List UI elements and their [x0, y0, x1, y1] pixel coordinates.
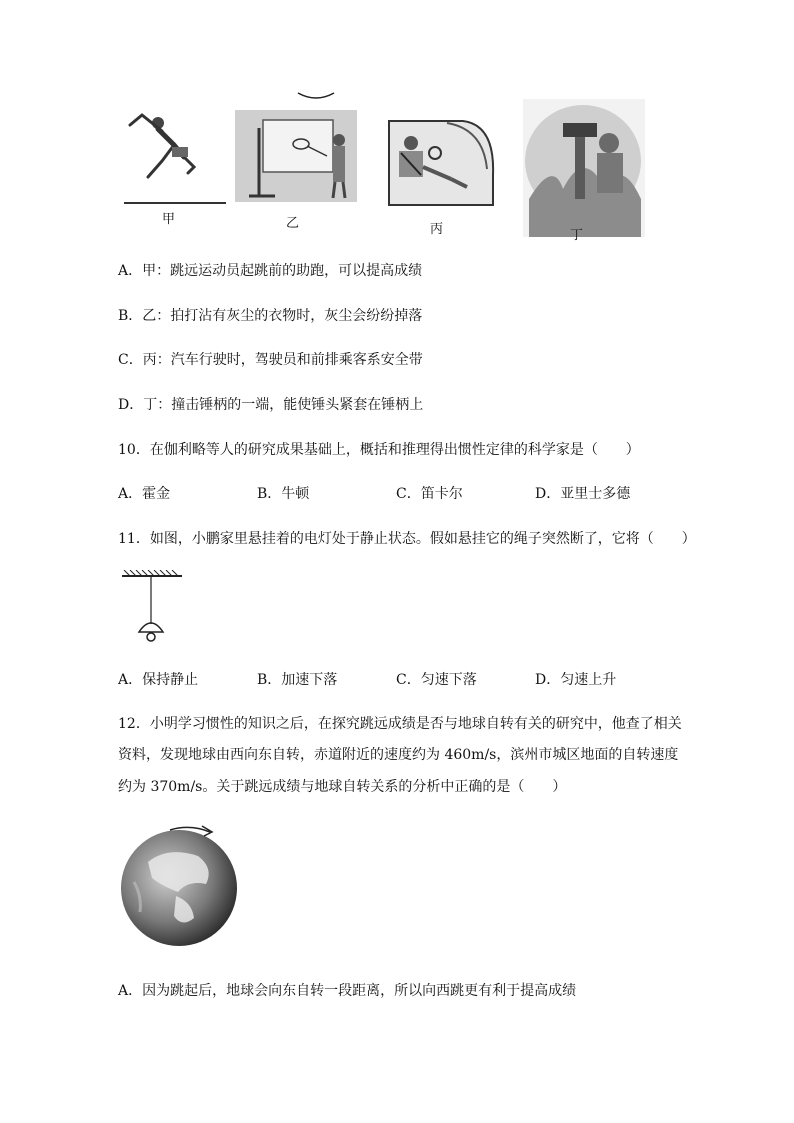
q11-option-a: A．保持静止: [118, 672, 199, 688]
q11-option-b: B．加速下落: [257, 672, 338, 688]
figure-earth-globe: [118, 822, 242, 948]
figure-caption-ding: 丁: [570, 228, 584, 243]
q10-stem: 10．在伽利略等人的研究成果基础上，概括和推理得出惯性定律的科学家是（ ）: [118, 442, 640, 458]
q9-option-c: C．丙：汽车行驶时，驾驶员和前排乘客系安全带: [118, 352, 423, 368]
figure-caption-jia: 甲: [162, 212, 176, 227]
figure-yi-curve-mark: [296, 88, 336, 107]
figure-caption-yi: 乙: [286, 216, 300, 231]
q11-option-c: C．匀速下落: [396, 672, 477, 688]
q10-option-c: C．笛卡尔: [396, 486, 463, 502]
figure-yi-dusting-clothes: [235, 110, 357, 202]
figure-ding-hammer: [523, 99, 645, 237]
q9-option-d: D．丁：撞击锤柄的一端，能使锤头紧套在锤柄上: [118, 397, 424, 413]
q12-stem-line-1: 12．小明学习惯性的知识之后，在探究跳远成绩是否与地球自转有关的研究中，他查了相关: [118, 716, 682, 732]
q9-option-a: A．甲：跳远运动员起跳前的助跑，可以提高成绩: [118, 263, 423, 279]
figure-bing-seatbelt: [383, 115, 497, 215]
figure-hanging-lamp: [120, 570, 186, 646]
q10-option-b: B．牛顿: [257, 486, 310, 502]
q10-option-d: D．亚里士多德: [535, 486, 631, 502]
q12-option-a: A．因为跳起后，地球会向东自转一段距离，所以向西跳更有利于提高成绩: [118, 983, 577, 999]
q11-option-d: D．匀速上升: [535, 672, 617, 688]
q10-option-a: A．霍金: [118, 486, 171, 502]
q11-stem: 11．如图，小鹏家里悬挂着的电灯处于静止状态。假如悬挂它的绳子突然断了，它将（ ）: [118, 531, 696, 547]
figure-caption-bing: 丙: [430, 222, 444, 237]
q12-stem-line-2: 资料，发现地球由西向东自转，赤道附近的速度约为 460m/s，滨州市城区地面的自转速度: [118, 747, 679, 763]
q12-stem-line-3: 约为 370m/s。关于跳远成绩与地球自转关系的分析中正确的是（ ）: [118, 779, 567, 795]
q9-option-b: B．乙：拍打沾有灰尘的衣物时，灰尘会纷纷掉落: [118, 308, 423, 324]
figure-jia-long-jump: [122, 95, 230, 213]
